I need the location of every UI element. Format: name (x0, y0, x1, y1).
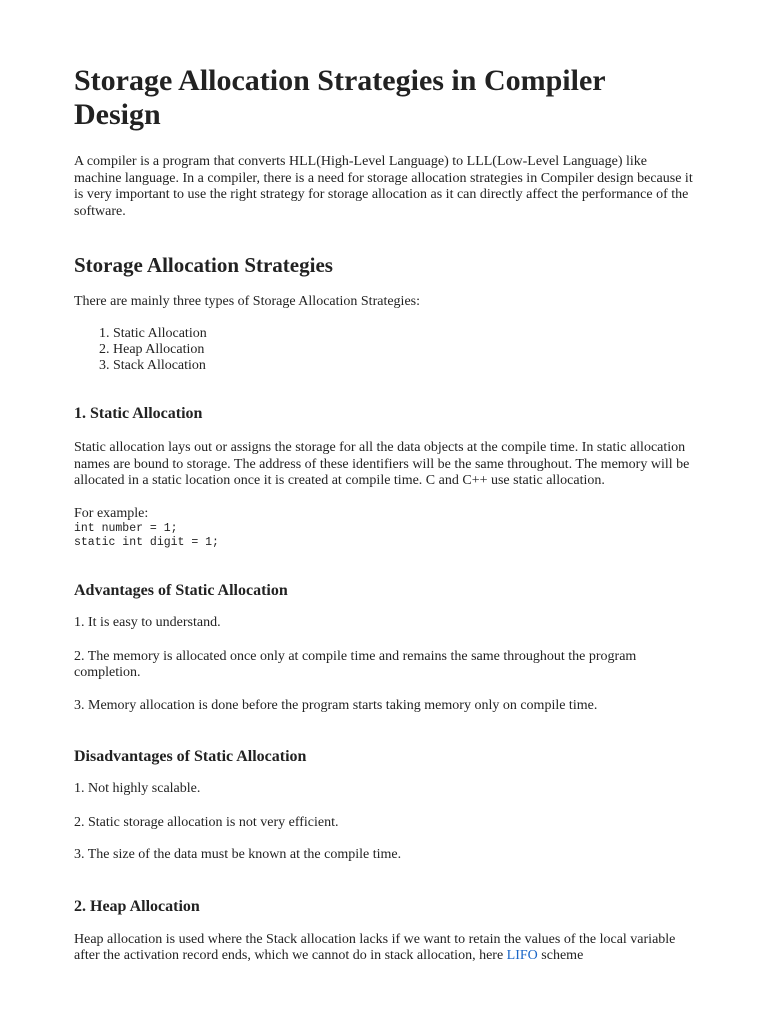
lifo-link[interactable]: LIFO (506, 948, 538, 964)
section-heading-static: 1. Static Allocation (74, 405, 203, 423)
list-item: 2. Heap Allocation (113, 342, 696, 358)
disadvantage-item: 3. The size of the data must be known at the compile time. (74, 847, 402, 863)
intro-paragraph: A compiler is a program that converts HLL(High-Level Language) to LLL(Low-Level Language) like machine language. In a compiler, there is a need for storage allocation strategies in Compiler design because it is very important to use the right strategy for storage allocation as it can directly affect the performance of the software. (74, 154, 693, 219)
section-heading-advantages: Advantages of Static Allocation (74, 582, 288, 600)
disadvantage-item: 2. Static storage allocation is not very efficient. (74, 814, 339, 830)
code-block (74, 522, 696, 550)
advantage-item: 1. It is easy to understand. (74, 615, 221, 631)
page-title: Storage Allocation Strategies in Compiler Design (74, 64, 606, 131)
section-heading-disadvantages: Disadvantages of Static Allocation (74, 748, 307, 766)
section-heading-strategies: Storage Allocation Strategies (74, 253, 333, 277)
disadvantage-item: 1. Not highly scalable. (74, 781, 201, 797)
code-line: int number = 1; (74, 522, 178, 536)
heap-paragraph (74, 932, 696, 965)
heap-text-end: scheme (537, 948, 584, 964)
list-item: 3. Stack Allocation (113, 358, 696, 374)
example-label: For example: (74, 505, 149, 521)
advantage-item: 2. The memory is allocated once only at compile time and remains the same throughout the program completion. (74, 648, 637, 681)
article (74, 64, 696, 965)
strategies-lead: There are mainly three types of Storage Allocation Strategies: (74, 294, 420, 309)
code-line: static int digit = 1; (74, 536, 219, 550)
heap-text-start: Heap allocation is used where the Stack allocation lacks if we want to retain the values of the local variable after the activation record ends, which we cannot do in stack allocation, here (74, 931, 676, 964)
static-paragraph: Static allocation lays out or assigns the storage for all the data objects at the compile time. In static allocation names are bound to storage. The address of these identifiers will be the same throughout. The memory will be allocated in a static location once it is created at compile time. C and C++ use static allocation. (74, 440, 690, 489)
advantage-item: 3. Memory allocation is done before the program starts taking memory only on compile time. (74, 697, 598, 713)
section-heading-heap: 2. Heap Allocation (74, 897, 200, 915)
list-item: 1. Static Allocation (113, 326, 696, 342)
strategies-list (74, 326, 696, 375)
